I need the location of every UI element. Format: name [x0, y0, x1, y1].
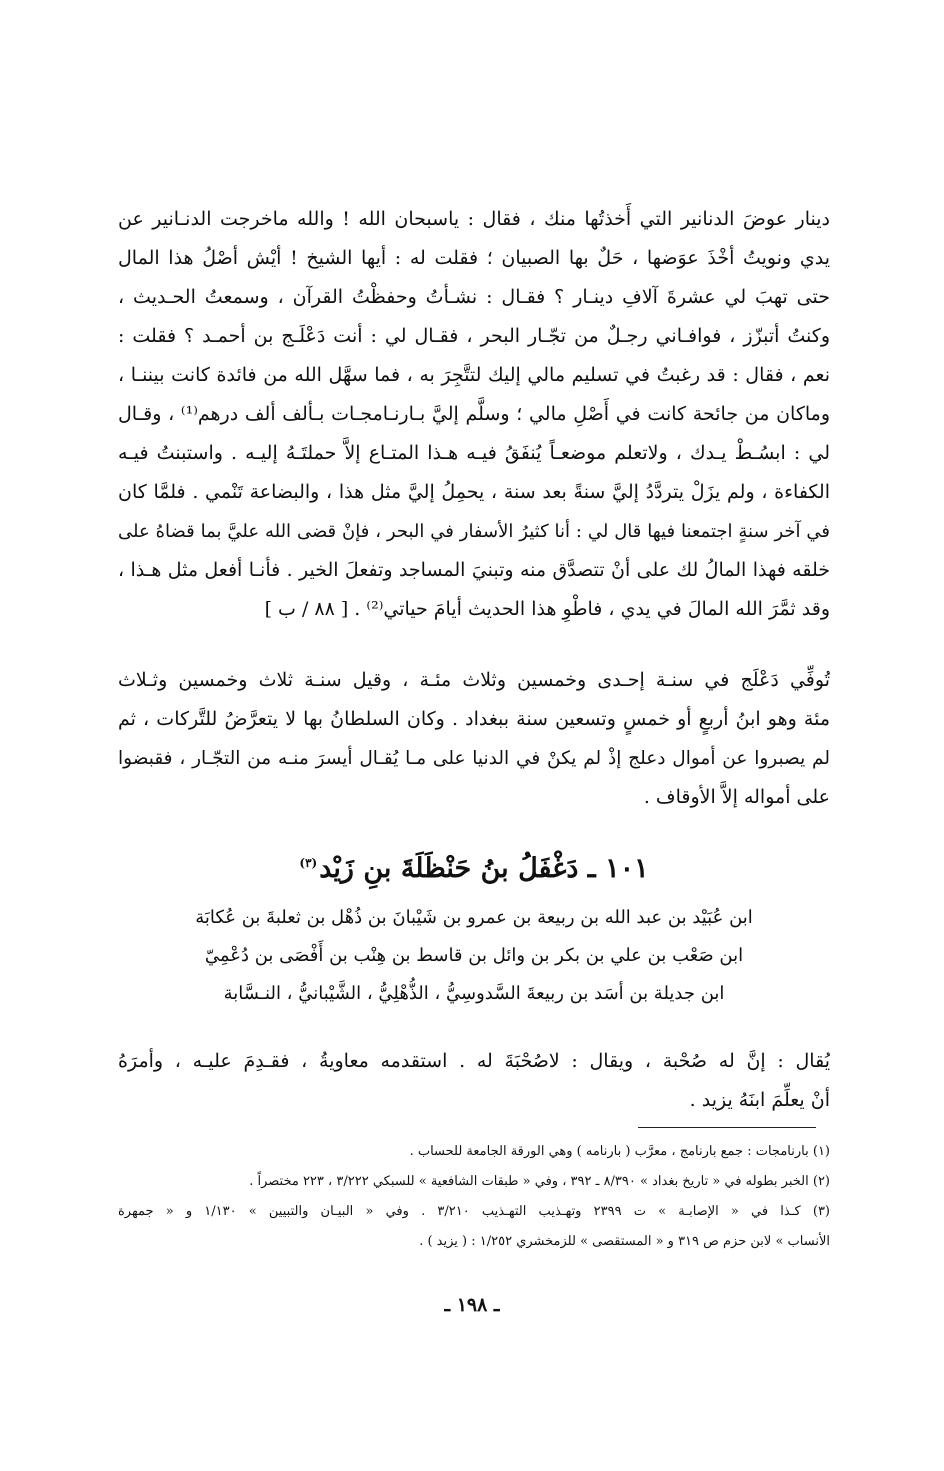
- lineage-line: ابن صَعْب بن علي بن بكر بن وائل بن قاسط بن هِنْب بن أَفْصَى بن دُعْمِيّ: [204, 945, 744, 966]
- entry-title: ١٠١ ـ دَغْفَلُ بنُ حَنْظَلَةَ بنِ زَيْد: [319, 853, 649, 884]
- text-line: وكنتُ أتبزّز ، فوافـاني رجـلٌ من تجّـار البحر ، فقـال لي : أنت دَعْلَـج بن أحمـد ؟ فقلت :: [118, 325, 830, 347]
- text-line: وقد ثمَّرَ الله المالَ في يدي ، فاطْوِ هذا الحديث أيامَ حياتي⁽²⁾ . [ ٨٨ / ب ]: [264, 598, 830, 620]
- footnote-marker: (٣): [299, 856, 318, 870]
- paragraph-daghfal: [118, 1042, 830, 1120]
- text-line: أنْ يعلِّمَ ابنَهُ يزيد .: [689, 1089, 830, 1111]
- text-line: حتى تهبَ لي عشرةَ آلافِ دينـار ؟ فقـال : نشـأتُ وحفظْتُ القرآن ، وسمعتُ الحـديث ،: [118, 286, 830, 308]
- text-line: يدي ونويتُ أخْذَ عوَضها ، حَلٌ بها الصبيان ؛ فقلت له : أيها الشيخ ! أيْش أصْلُ هذا المال: [118, 247, 830, 269]
- text-line: في آخر سنةٍ اجتمعنا فيها قال لي : أنا كثيرُ الأسفار في البحر ، فإنْ قضى الله عليَّ بما قضاهُ على: [118, 521, 830, 542]
- footnote: (٣) كـذا في « الإصابـة » ت ٢٣٩٩ وتهـذيب التهـذيب ٣/٢١٠ . وفي « البيـان والتبيين » ١/١٣٠ و « جمهرة: [118, 1204, 830, 1219]
- text-line: مئة وهو ابنُ أربعٍ أو خمسٍ وتسعين سنة ببغداد . وكان السلطانُ بها لا يتعرَّضُ للتَّركات ، ثم: [118, 708, 830, 730]
- paragraph-dalaj-story: [118, 200, 830, 629]
- footnote: الأنساب » لابن حزم ص ٣١٩ و « المستقصى » للزمخشري ١/٢٥٢ : ( يزيد ) .: [419, 1234, 830, 1249]
- text-line: تُوفِّي دَعْلَج في سنـة إحـدى وخمسين وثلاث مئـة ، وقيل سنـة ثلاث وخمسين وثـلاث: [118, 669, 830, 691]
- text-line: الكفاءة ، ولم يزَلْ يتردَّدُ إليَّ سنةً بعد سنة ، يحمِلُ إليَّ مثل هذا ، والبضاعة تَنْمي . فلمَّا كان: [118, 481, 830, 503]
- text-line: نعم ، فقال : قد رغبتُ في تسليم مالي إليك لتتَّجِرَ به ، فما سهَّل الله من فائدة كانت بيننـا ،: [118, 364, 830, 386]
- text-line: خلقه فهذا المالُ لك على أنْ تتصدَّق منه وتبنيَ المساجد وتفعلَ الخير . فأنـا أفعل مثل هـذا ،: [118, 559, 830, 581]
- paragraph-dalaj-death: [118, 661, 830, 817]
- text-line: لي : ابسُـطْ يـدك ، ولاتعلم موضعـاً يُنفَقُ فيـه هـذا المتـاع إلاَّ حملتَـهُ إليـه . واستبنتُ فيـه: [118, 442, 830, 464]
- text-line: يُقال : إنَّ له صُحْبة ، ويقال : لاصُحْبَةَ له . استقدمه معاويةُ ، فقـدِمَ عليـه ، وأمرَهُ: [118, 1050, 830, 1072]
- lineage-line: ابن عُبَيْد بن عبد الله بن ربيعة بن عمرو بن شَيْبانَ بن ذُهْل بن ثعلبةَ بن عُكابَة: [195, 907, 753, 928]
- entry-lineage: [118, 899, 830, 1013]
- footnote-divider: [638, 1127, 816, 1128]
- text-line: وماكان من جائحة كانت في أَصْلِ مالي ؛ وسلَّم إليَّ بـارنـامجـات بـألف ألف درهم⁽¹⁾ ، وقـال: [118, 403, 830, 425]
- text-line: دينار عوضَ الدنانير التي أَخذتُها منك ، فقال : ياسبحان الله ! والله ماخرجت الدنـانير عن: [118, 208, 830, 230]
- entry-heading: [118, 838, 830, 888]
- text-line: لم يصبروا عن أموال دعلج إذْ لم يكنْ في الدنيا على مـا يُقـال أيسرَ منـه من التجّـار ، فقبضوا: [118, 748, 830, 769]
- text-line: على أمواله إلاَّ الأوقاف .: [643, 786, 830, 808]
- footnote: (١) بارنامجات : جمع بارنامج ، معرَّب ( بارنامه ) وهي الورقة الجامعة للحساب .: [409, 1144, 830, 1159]
- lineage-line: ابن جديلة بن أسَد بن ربيعةَ السَّدوسِيُّ ، الذُّهْلِيُّ ، الشَّيْبانيُّ ، النـسَّابة: [223, 983, 725, 1004]
- page-number: ـ ١٩٨ ـ: [444, 1294, 500, 1316]
- footnotes: [118, 1137, 830, 1257]
- footnote: (٢) الخبر بطوله في « تاريخ بغداد » ٨/٣٩٠ ـ ٣٩٢ ، وفي « طبقات الشافعية » للسبكي ٣/٢٢٢ ، ٢٢٣ مختصراً .: [249, 1174, 830, 1189]
